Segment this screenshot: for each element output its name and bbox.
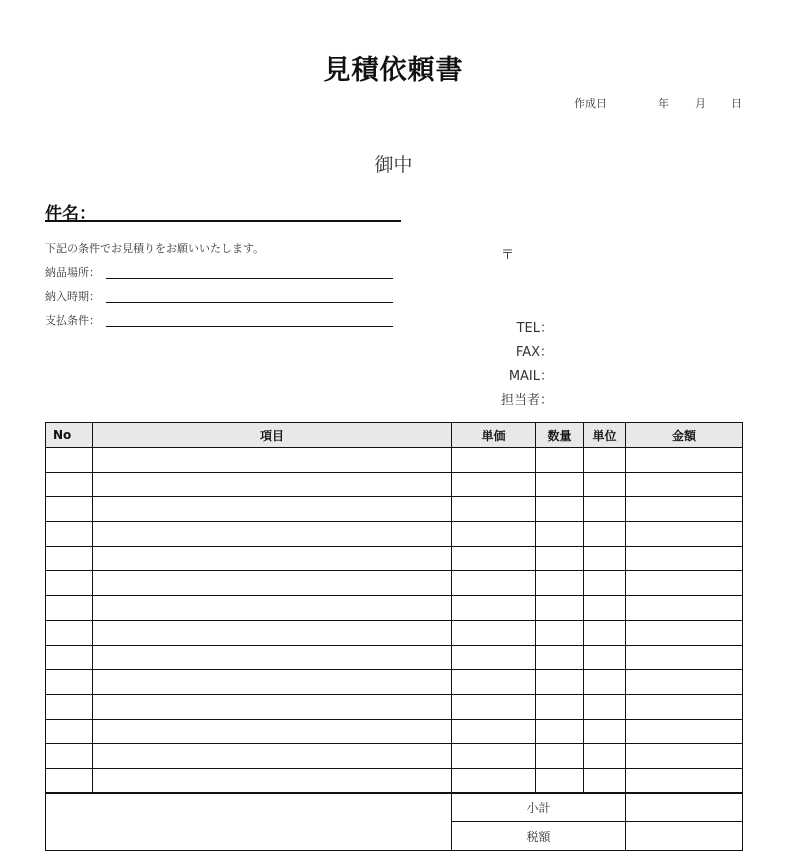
cell-unit[interactable] xyxy=(584,596,626,621)
cell-unit[interactable] xyxy=(584,448,626,473)
cell-unit-price[interactable] xyxy=(452,448,536,473)
table-row xyxy=(46,744,743,769)
cell-quantity[interactable] xyxy=(536,472,584,497)
cell-quantity[interactable] xyxy=(536,768,584,793)
cell-amount[interactable] xyxy=(626,670,743,695)
cell-no[interactable] xyxy=(46,719,93,744)
delivery-place-line xyxy=(106,278,393,279)
cell-unit[interactable] xyxy=(584,546,626,571)
delivery-period-line xyxy=(106,302,393,303)
subject-label: 件名： xyxy=(45,204,96,224)
cell-amount[interactable] xyxy=(626,571,743,596)
table-header-row xyxy=(46,423,743,448)
tax-row xyxy=(46,822,743,851)
cell-unit[interactable] xyxy=(584,620,626,645)
cell-quantity[interactable] xyxy=(536,694,584,719)
cell-quantity[interactable] xyxy=(536,546,584,571)
items-body xyxy=(46,448,743,794)
delivery-place-label: 納品場所： xyxy=(45,266,100,279)
cell-no[interactable] xyxy=(46,472,93,497)
table-row xyxy=(46,522,743,547)
cell-unit[interactable] xyxy=(584,571,626,596)
cell-amount[interactable] xyxy=(626,645,743,670)
cell-unit-price[interactable] xyxy=(452,744,536,769)
cell-unit[interactable] xyxy=(584,744,626,769)
cell-item[interactable] xyxy=(93,719,452,744)
header-unit-price: 単価 xyxy=(452,423,536,448)
cell-no[interactable] xyxy=(46,571,93,596)
table-row xyxy=(46,645,743,670)
cell-amount[interactable] xyxy=(626,448,743,473)
cell-unit-price[interactable] xyxy=(452,472,536,497)
cell-amount[interactable] xyxy=(626,719,743,744)
cell-unit-price[interactable] xyxy=(452,596,536,621)
table-row xyxy=(46,768,743,793)
cell-unit-price[interactable] xyxy=(452,645,536,670)
table-row xyxy=(46,719,743,744)
cell-quantity[interactable] xyxy=(536,448,584,473)
table-row xyxy=(46,620,743,645)
cell-amount[interactable] xyxy=(626,768,743,793)
cell-amount[interactable] xyxy=(626,472,743,497)
cell-item[interactable] xyxy=(93,497,452,522)
cell-unit-price[interactable] xyxy=(452,497,536,522)
cell-unit[interactable] xyxy=(584,670,626,695)
summary-blank-cell xyxy=(46,822,452,851)
table-row xyxy=(46,448,743,473)
cell-no[interactable] xyxy=(46,620,93,645)
cell-unit[interactable] xyxy=(584,719,626,744)
subtotal-row xyxy=(46,793,743,822)
fax-label: FAX： xyxy=(515,345,553,360)
cell-item[interactable] xyxy=(93,744,452,769)
cell-amount[interactable] xyxy=(626,620,743,645)
cell-amount[interactable] xyxy=(626,522,743,547)
cell-item[interactable] xyxy=(93,620,452,645)
cell-item[interactable] xyxy=(93,448,452,473)
cell-no[interactable] xyxy=(46,497,93,522)
table-row xyxy=(46,596,743,621)
cell-item[interactable] xyxy=(93,546,452,571)
table-row xyxy=(46,670,743,695)
created-date-label: 作成日 xyxy=(574,97,607,110)
header-amount: 金額 xyxy=(626,423,743,448)
cell-amount[interactable] xyxy=(626,546,743,571)
date-day-label: 日 xyxy=(731,97,742,110)
document-title: 見積依頼書 xyxy=(323,55,464,86)
cell-unit[interactable] xyxy=(584,645,626,670)
cell-unit-price[interactable] xyxy=(452,694,536,719)
cell-quantity[interactable] xyxy=(536,744,584,769)
cell-item[interactable] xyxy=(93,472,452,497)
cell-item[interactable] xyxy=(93,768,452,793)
cell-no[interactable] xyxy=(46,744,93,769)
cell-amount[interactable] xyxy=(626,497,743,522)
cell-unit-price[interactable] xyxy=(452,522,536,547)
date-year-label: 年 xyxy=(658,97,669,110)
cell-no[interactable] xyxy=(46,694,93,719)
postal-mark: 〒 xyxy=(501,248,515,263)
cell-unit-price[interactable] xyxy=(452,768,536,793)
cell-amount[interactable] xyxy=(626,694,743,719)
items-table xyxy=(45,422,743,794)
cell-item[interactable] xyxy=(93,645,452,670)
cell-unit-price[interactable] xyxy=(452,546,536,571)
table-row xyxy=(46,571,743,596)
header-item: 項目 xyxy=(93,423,452,448)
cell-item[interactable] xyxy=(93,596,452,621)
cell-item[interactable] xyxy=(93,670,452,695)
payment-terms-line xyxy=(106,326,393,327)
date-month-label: 月 xyxy=(695,97,706,110)
header-no: No xyxy=(46,423,93,448)
cell-amount[interactable] xyxy=(626,744,743,769)
cell-amount[interactable] xyxy=(626,596,743,621)
cell-no[interactable] xyxy=(46,645,93,670)
cell-no[interactable] xyxy=(46,596,93,621)
cell-unit[interactable] xyxy=(584,472,626,497)
cell-unit[interactable] xyxy=(584,522,626,547)
cell-unit-price[interactable] xyxy=(452,719,536,744)
subtotal-value-cell[interactable] xyxy=(626,793,743,822)
summary-blank-cell xyxy=(46,793,452,822)
tax-label: 税額 xyxy=(452,822,626,851)
cell-unit-price[interactable] xyxy=(452,571,536,596)
cell-item[interactable] xyxy=(93,522,452,547)
cell-no[interactable] xyxy=(46,522,93,547)
cell-unit[interactable] xyxy=(584,497,626,522)
payment-terms-label: 支払条件： xyxy=(45,314,100,327)
cell-quantity[interactable] xyxy=(536,497,584,522)
cell-unit[interactable] xyxy=(584,768,626,793)
cell-no[interactable] xyxy=(46,768,93,793)
cell-no[interactable] xyxy=(46,546,93,571)
cell-quantity[interactable] xyxy=(536,596,584,621)
recipient-suffix: 御中 xyxy=(374,154,413,176)
header-quantity: 数量 xyxy=(536,423,584,448)
subtotal-label: 小計 xyxy=(452,793,626,822)
cell-unit[interactable] xyxy=(584,694,626,719)
header-unit: 単位 xyxy=(584,423,626,448)
cell-no[interactable] xyxy=(46,448,93,473)
summary-table xyxy=(45,792,743,851)
cell-no[interactable] xyxy=(46,670,93,695)
cell-quantity[interactable] xyxy=(536,719,584,744)
subject-underline xyxy=(45,220,401,222)
mail-label: MAIL： xyxy=(508,369,553,384)
cell-quantity[interactable] xyxy=(536,620,584,645)
cell-quantity[interactable] xyxy=(536,645,584,670)
cell-quantity[interactable] xyxy=(536,522,584,547)
person-label: 担当者： xyxy=(500,393,553,408)
cell-quantity[interactable] xyxy=(536,571,584,596)
cell-item[interactable] xyxy=(93,694,452,719)
cell-unit-price[interactable] xyxy=(452,620,536,645)
tax-value-cell[interactable] xyxy=(626,822,743,851)
delivery-period-label: 納入時期： xyxy=(45,290,100,303)
cell-item[interactable] xyxy=(93,571,452,596)
table-row xyxy=(46,694,743,719)
cell-unit-price[interactable] xyxy=(452,670,536,695)
tel-label: TEL： xyxy=(516,321,553,336)
intro-text: 下記の条件でお見積りをお願いいたします。 xyxy=(45,242,265,255)
table-row xyxy=(46,472,743,497)
table-row xyxy=(46,546,743,571)
cell-quantity[interactable] xyxy=(536,670,584,695)
table-row xyxy=(46,497,743,522)
